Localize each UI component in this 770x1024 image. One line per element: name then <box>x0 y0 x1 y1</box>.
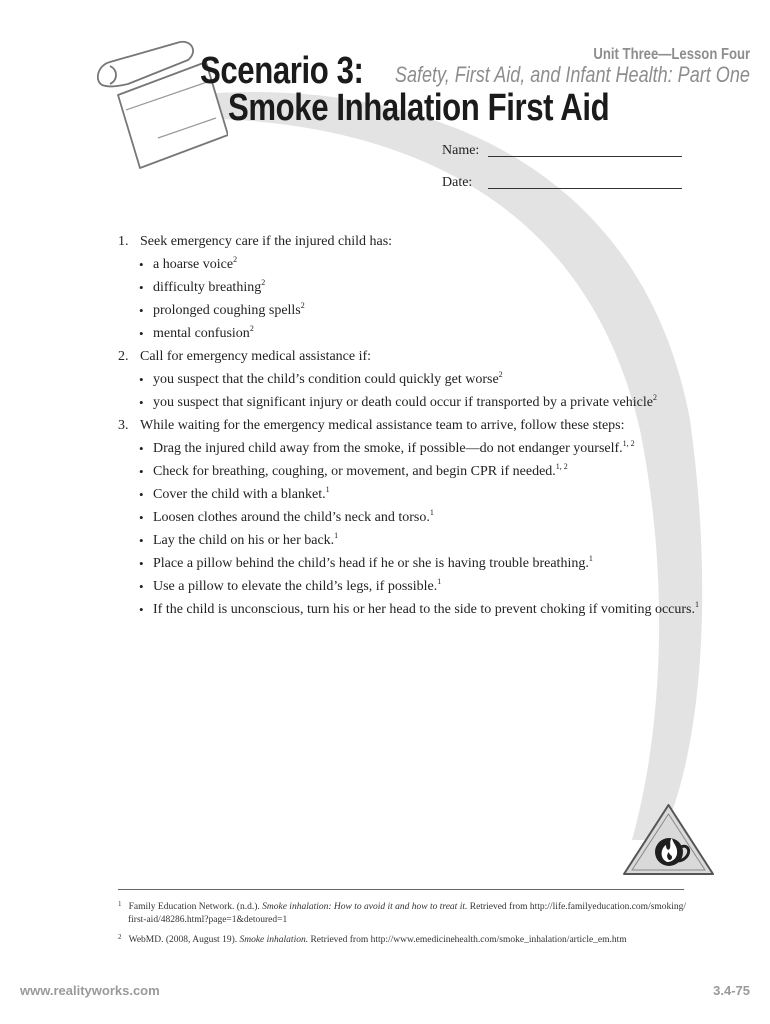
footnote-1: $^1$ Family Education Network. (n.d.). Smoke inhalation: How to avoid it and how to treat it. Retrieved from http://life.familyeducation.com/smoking/ first-aid/48286.html?page=1&detoured=1 <box>118 900 687 925</box>
page-title-line2: Smoke Inhalation First Aid <box>228 87 610 129</box>
date-label: Date: <box>442 175 473 190</box>
list-item: • mental confusion$^2$ <box>153 326 254 342</box>
footer-website-link[interactable]: www.realityworks.com <box>20 983 160 998</box>
list-item: • If the child is unconscious, turn his or her head to the side to prevent choking if vomiting occurs.$^1$ <box>153 602 699 618</box>
list-item: • Place a pillow behind the child’s head if he or she is having trouble breathing.$^1$ <box>153 556 593 572</box>
item-3-number: 3. <box>118 418 129 433</box>
footnote-2: $^2$ WebMD. (2008, August 19). Smoke inhalation. Retrieved from http://www.emedicinehealth.com/smoke_inhalation/article_em.htm <box>118 933 627 945</box>
list-item: • prolonged coughing spells$^2$ <box>153 303 305 319</box>
list-item: • Check for breathing, coughing, or movement, and begin CPR if needed.$^{1, 2}$ <box>153 464 568 480</box>
item-3-text: While waiting for the emergency medical assistance team to arrive, follow these steps: <box>140 418 625 433</box>
name-label: Name: <box>442 143 480 158</box>
item-2-number: 2. <box>118 349 129 364</box>
list-item: • Drag the injured child away from the smoke, if possible—do not endanger yourself.$^{1, 2}$ <box>153 441 635 457</box>
list-item: • you suspect that significant injury or death could occur if transported by a private vehicle$^2$ <box>153 395 657 411</box>
item-1-number: 1. <box>118 234 129 249</box>
unit-label: Unit Three—Lesson Four <box>593 46 750 63</box>
list-item: • you suspect that the child’s condition could quickly get worse$^2$ <box>153 372 503 388</box>
list-item: • Use a pillow to elevate the child’s legs, if possible.$^1$ <box>153 579 441 595</box>
page-number: 3.4-75 <box>713 983 750 998</box>
name-field[interactable] <box>488 156 682 157</box>
list-item: • difficulty breathing$^2$ <box>153 280 265 296</box>
page-title-line1: Scenario 3: <box>200 50 364 92</box>
item-1-text: Seek emergency care if the injured child has: <box>140 234 393 249</box>
lesson-title: Safety, First Aid, and Infant Health: Part One <box>395 62 750 87</box>
list-item: • Cover the child with a blanket.$^1$ <box>153 487 330 503</box>
list-item: • a hoarse voice$^2$ <box>153 257 237 273</box>
item-2-text: Call for emergency medical assistance if: <box>140 349 372 364</box>
list-item: • Loosen clothes around the child’s neck and torso.$^1$ <box>153 510 434 526</box>
date-field[interactable] <box>488 188 682 189</box>
list-item: • Lay the child on his or her back.$^1$ <box>153 533 338 549</box>
footnote-divider <box>118 889 684 890</box>
fire-warning-icon <box>621 802 716 877</box>
